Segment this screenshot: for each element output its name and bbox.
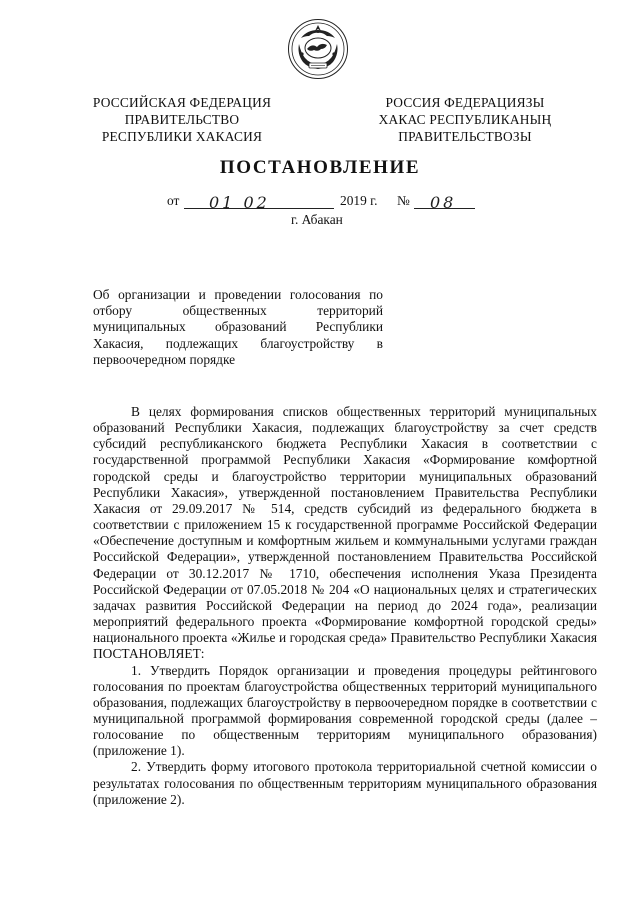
header-line: РОССИЙСКАЯ ФЕДЕРАЦИЯ xyxy=(92,95,272,110)
header-line: ПРАВИТЕЛЬСТВО xyxy=(124,112,240,127)
subject-line: первоочередном порядке xyxy=(93,351,236,367)
republic-coat-of-arms-emblem xyxy=(287,18,349,80)
body-paragraph-item-2: 2. Утвердить форму итогового протокола территориальной счетной комиссии о результатах голосования по общественным территориям муниципального образования (приложение 2). xyxy=(93,759,597,807)
date-underline xyxy=(184,193,334,212)
body-paragraph-item-1: 1. Утвердить Порядок организации и проведения процедуры рейтингового голосования по проектам благоустройства общественных территорий муниципального образования, подлежащих благоустройству в первоочередном порядке в соответствии с муниципальной программой формирования современной городской среды (далее – голосование по общественным территориям муниципального образования) (приложение 1). xyxy=(93,662,597,759)
document-body xyxy=(93,404,597,808)
handwritten-date: 01 02 xyxy=(209,193,270,212)
header-russian xyxy=(76,94,288,145)
header-line: РОССИЯ ФЕДЕРАЦИЯЗЫ xyxy=(385,95,545,110)
city-label: г. Абакан xyxy=(291,212,343,227)
header-line: РЕСПУБЛИКИ ХАКАСИЯ xyxy=(101,129,263,144)
date-number-line xyxy=(0,193,640,211)
header-line: ПРАВИТЕЛЬСТВОЗЫ xyxy=(398,129,532,144)
body-paragraph-preamble: В целях формирования списков общественных территорий муниципальных образований Республики Хакасия, подлежащих благоустройству за счет средств субсидий республиканского бюджета Республики Хакасия в соответствии с государственной программой Республики Хакасия «Формирование комфортной городской среды и благоустройство территории муниципальных образований Республики Хакасия», утвержденной постановлением Правительства Республики Хакасия от 29.09.2017 № 514, средств субсидий из федерального бюджета в соответствии с приложением 15 к государственной программе Российской Федерации «Обеспечение доступным и комфортным жильем и коммунальными услугами граждан Российской Федерации», утвержденной постановлением Правительства Российской Федерации от 30.12.2017 № 1710, обеспечения исполнения Указа Президента Российской Федерации от 07.05.2018 № 204 «О национальных целях и стратегических задачах развития Российской Федерации на период до 2024 года», реализации мероприятий федерального проекта «Формирование комфортной городской среды» национального проекта «Жилье и городская среда» Правительство Республики Хакасия ПОСТАНОВЛЯЕТ: xyxy=(93,404,597,662)
document-title: ПОСТАНОВЛЕНИЕ xyxy=(219,157,421,178)
document-subject xyxy=(93,287,383,368)
header-line: ХАКАС РЕСПУБЛИКАНЫҢ xyxy=(378,112,552,127)
handwritten-number: 08 xyxy=(430,193,457,212)
year-label: 2019 г. xyxy=(340,193,378,208)
subject-line: Хакасия, подлежащих благоустройству в xyxy=(93,335,383,351)
subject-line: Об организации и проведении голосования по xyxy=(93,287,383,302)
number-underline xyxy=(414,193,475,212)
header-khakas xyxy=(352,94,578,145)
subject-line: отбору общественных территорий xyxy=(93,303,383,319)
number-sign: № xyxy=(397,193,410,208)
subject-line: муниципальных образований Республики xyxy=(93,319,383,335)
date-prefix: от xyxy=(167,193,180,208)
